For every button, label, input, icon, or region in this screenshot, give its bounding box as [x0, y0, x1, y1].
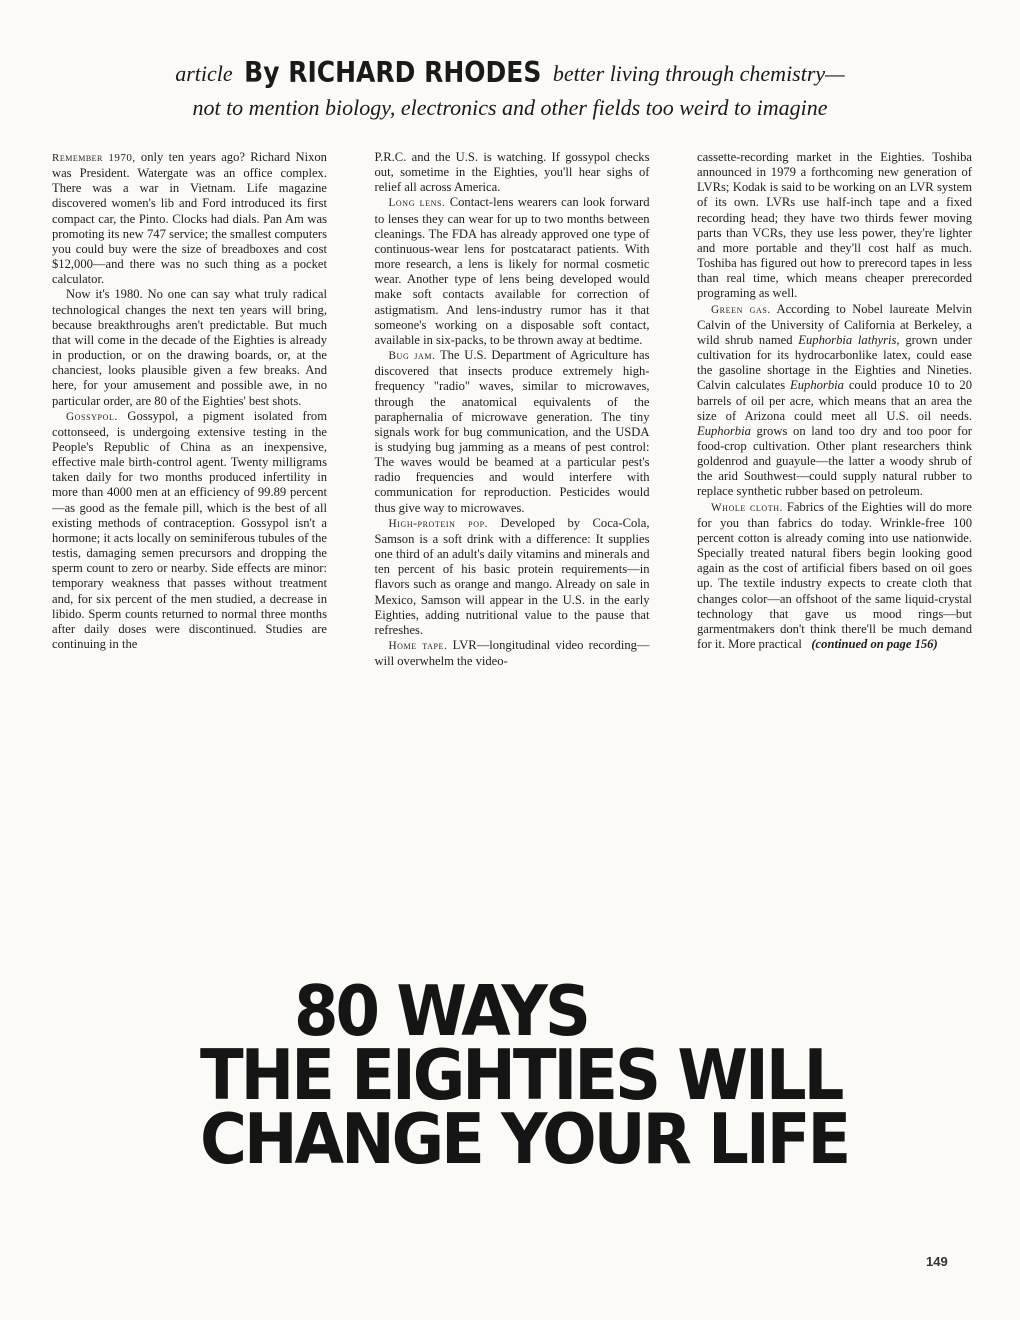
paragraph-text: According to Nobel laureate Melvin Calvin of the University of California at Berkeley, a wild shrub named	[697, 301, 972, 347]
species-name: Euphorbia	[697, 423, 751, 438]
article-columns	[52, 150, 972, 895]
headline-line-1: 80 WAYS	[294, 972, 588, 1053]
paragraph	[52, 409, 327, 653]
byline-tagline-b: not to mention biology, electronics and other fields too weird to imagine	[192, 95, 828, 120]
paragraph-text: Fabrics of the Eighties will do more for you than fabrics do today. Wrinkle-free 100 percent cotton is already coming into use nationwide. Specially treated natural fibers begin looking good again as the cost of artificial fibers based on oil goes up. The textile industry expects to create cloth that changes color—an offshoot of the same liquid-crystal technology that gave us mood rings—but garmentmakers don't think there'll be much demand for it. More practical	[697, 499, 972, 651]
paragraph	[697, 500, 972, 653]
column-3	[697, 150, 972, 895]
paragraph-text: only ten years ago? Richard Nixon was President. Watergate was an office complex. There was a war in Vietnam. Life magazine discovered women's lib and Ford introduced its first compact car, the Pinto. Clocks had dials. Pan Am was promoting its new 747 service; the smallest computers you could buy were the size of breadboxes and cost $12,000—and there was no such thing as a pocket calculator.	[52, 150, 327, 287]
headline	[200, 972, 900, 1181]
headline-line-2: THE EIGHTIES WILL	[200, 1036, 842, 1117]
section-head: Gossypol.	[66, 410, 118, 423]
paragraph-text: Developed by Coca-Cola, Samson is a soft drink with a difference: It supplies one third of an adult's daily vitamins and minerals and ten percent of his basic protein requirements—in flavors such as orange and mango. Already on sale in Mexico, Samson will appear in the U.S. in the early Eighties, adding nutritional value to the pause that refreshes.	[374, 515, 650, 637]
section-head: Home tape.	[388, 640, 448, 652]
byline	[0, 56, 1020, 125]
paragraph	[697, 302, 972, 500]
paragraph-text: Contact-lens wearers can look forward to lenses they can wear for up to two months between cleanings. The FDA has already approved one type of continuous-wear lens for postcataract patients. With more research, a lens is likely for normal cosmetic wear. Another type of lens being developed would make soft contacts available for correction of astigmatism. And lens-industry rumor has it that someone's working on a disposable soft contact, available in six-packs, to be thrown away at bedtime.	[374, 195, 650, 347]
paragraph: P.R.C. and the U.S. is watching. If gossypol checks out, sometime in the Eighties, you'll hear sighs of relief all across America.	[374, 150, 650, 195]
paragraph-text: LVR—longitudinal video recording—will overwhelm the video-	[374, 638, 650, 669]
column-2	[375, 150, 650, 895]
page-number: 149	[926, 1254, 948, 1269]
column-1	[52, 150, 327, 895]
lead-in: Remember 1970,	[52, 152, 136, 164]
paragraph-text: grows on land too dry and too poor for food-crop cultivation. Other plant researchers think goldenrod and guayule—the latter a woody shrub of the arid Southwest—could supply natural rubber to replace synthetic rubber based on petroleum.	[697, 423, 972, 499]
section-head: Green gas.	[711, 303, 771, 316]
section-head: Whole cloth.	[711, 501, 784, 514]
continued-note: (continued on page 156)	[811, 637, 938, 651]
species-name: Euphorbia	[790, 378, 844, 393]
byline-author: By RICHARD RHODES	[244, 55, 542, 90]
paragraph: Now it's 1980. No one can say what truly radical technological changes the next ten years will bring, because breakthroughs aren't predictable. But much that will come in the decade of the Eighties is already in production, or on the drawing boards, or, at the chanciest, looks plausible given a few breaks. And here, for your amusement and possible awe, in no particular order, are 80 of the Eighties' best shots.	[52, 287, 327, 408]
paragraph-text: , grown under cultivation for its hydrocarbonlike latex, could ease the gasoline shortage in the Eighties and Nineties. Calvin calculates	[697, 332, 972, 393]
section-head: High-protein pop.	[388, 517, 489, 530]
byline-prefix: article	[175, 61, 233, 86]
section-head: Bug jam.	[388, 350, 436, 363]
paragraph	[375, 195, 650, 348]
paragraph: cassette-recording market in the Eighties. Toshiba announced in 1979 a forthcoming new generation of LVRs; Kodak is said to be working on an LVR system of its own. LVRs use half-inch tape and a fixed recording head; they have two thirds fewer moving parts than VCRs, they use less power, they're lighter and more portable and they'll cost half as much. Toshiba has figured out how to prerecord tapes in less than real time, which means cheaper prerecorded programing as well.	[697, 150, 972, 301]
paragraph	[375, 516, 650, 638]
paragraph-text: could produce 10 to 20 barrels of oil per acre, which means that an area the size of Arizona could meet all U.S. oil needs.	[697, 378, 972, 423]
species-name: Euphorbia lathyris	[798, 332, 897, 347]
section-head: Long lens.	[388, 197, 446, 210]
headline-line-3: CHANGE YOUR LIFE	[200, 1100, 849, 1181]
paragraph-text: The U.S. Department of Agriculture has discovered that insects produce extremely high-frequency "radio" waves, similar to microwaves, through the anatomical equivalents of the paraphernalia of microwave generation. The tiny signals work for bug communication, and the USDA is studying bug jamming as a means of pest control: The waves would be beamed at a particular pest's radio frequencies and would interfere with communication for reproduction. Pesticides would thus give way to microwaves.	[374, 348, 650, 515]
paragraph	[52, 150, 327, 287]
paragraph	[375, 348, 650, 516]
byline-tagline-a: better living through chemistry—	[552, 61, 845, 86]
paragraph-text: Gossypol, a pigment isolated from cottonseed, is undergoing extensive testing in the People's Republic of China as an inexpensive, effective male birth-control agent. Twenty milligrams taken daily for two months produced infertility in more than 4000 men at an efficiency of 99.89 percent—as good as the female pill, which is the best of all existing methods of contraception. Gossypol isn't a hormone; it acts locally on seminiferous tubules of the testis, damaging semen precursors and dropping the sperm count to zero or nearby. Side effects are minor: temporary weakness that passes without treatment and, for six percent of the men studied, a decrease in libido. Sperm counts returned to normal three months after daily doses were discontinued. Studies are continuing in the	[52, 408, 327, 651]
paragraph	[375, 638, 650, 669]
